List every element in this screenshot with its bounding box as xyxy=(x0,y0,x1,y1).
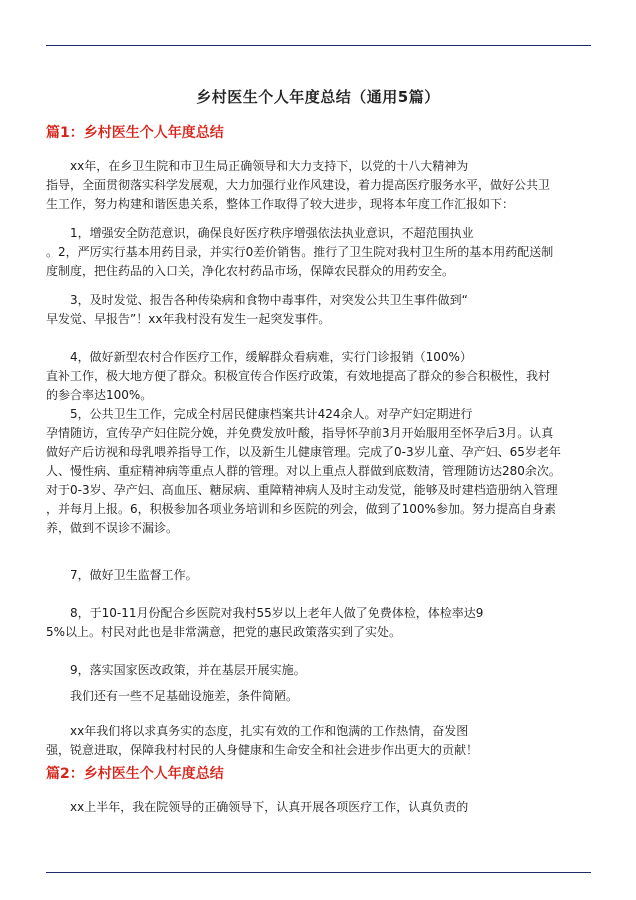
paragraph-line: 强，锐意进取，保障我村村民的人身健康和生命安全和社会进步作出更大的贡献！ xyxy=(46,743,479,757)
paragraph xyxy=(46,722,591,760)
section-heading: 篇2：乡村医生个人年度总结 xyxy=(46,766,224,782)
paragraph xyxy=(46,687,591,706)
paragraph-line: 对于0-3岁、孕产妇、高血压、糖尿病、重障精神病人及时主动发觉，能够及时建档造册纳入管理 xyxy=(46,483,558,497)
paragraph xyxy=(46,157,591,214)
paragraph-line: 孕情随访，宣传孕产妇住院分娩，并免费发放叶酸，指导怀孕前3月开始服用至怀孕后3月。认真 xyxy=(46,426,554,440)
paragraph-line: 4，做好新型农村合作医疗工作，缓解群众看病难，实行门诊报销（100%） xyxy=(70,350,472,364)
paragraph-line: 生工作，努力构建和谐医患关系，整体工作取得了较大进步，现将本年度工作汇报如下： xyxy=(46,197,515,211)
paragraph-line: xx年我们将以求真务实的态度，扎实有效的工作和饱满的工作热情，奋发图 xyxy=(70,724,469,738)
paragraph-line: 9，落实国家医改政策，并在基层开展实施。 xyxy=(70,663,306,677)
paragraph xyxy=(46,348,591,405)
paragraph-line: 。2，严厉实行基本用药目录，并实行0差价销售。推行了卫生院对我村卫生所的基本用药配送制 xyxy=(46,245,554,259)
paragraph-line: 7，做好卫生监督工作。 xyxy=(70,568,198,582)
header-rule xyxy=(46,45,591,46)
paragraph-line: 我们还有一些不足基础设施差，条件简陋。 xyxy=(70,689,299,703)
paragraph xyxy=(46,604,591,642)
page-title: 乡村医生个人年度总结（通用5篇） xyxy=(196,88,440,106)
paragraph-line: 5%以上。村民对此也是非常满意，把党的惠民政策落实到了实处。 xyxy=(46,625,402,639)
paragraph-line: 8，于10-11月份配合乡医院对我村55岁以上老年人做了免费体检，体检率达9 xyxy=(70,606,484,620)
paragraph xyxy=(46,566,591,585)
paragraph-line: 养，做到不误诊不漏诊。 xyxy=(46,521,179,535)
paragraph xyxy=(46,798,591,817)
paragraph-line: 度制度，把住药品的入口关，净化农村药品市场，保障农民群众的用药安全。 xyxy=(46,264,455,278)
paragraph xyxy=(46,224,591,281)
paragraph-line: 5，公共卫生工作，完成全村居民健康档案共计424余人。对孕产妇定期进行 xyxy=(70,407,473,421)
paragraph-line: xx年，在乡卫生院和市卫生局正确领导和大力支持下，以党的十八大精神为 xyxy=(70,159,469,173)
paragraph xyxy=(46,661,591,680)
paragraph-line: 指导，全面贯彻落实科学发展观，大力加强行业作风建设，着力提高医疗服务水平，做好公共卫 xyxy=(46,178,551,192)
footer-rule xyxy=(46,872,591,873)
paragraph xyxy=(46,291,591,329)
paragraph-line: 做好产后访视和母乳喂养指导工作，以及新生儿健康管理。完成了0-3岁儿童、孕产妇、65岁老年 xyxy=(46,445,561,459)
paragraph-line: 的参合率达100%。 xyxy=(46,388,153,402)
paragraph-line: xx上半年，我在院领导的正确领导下，认真开展各项医疗工作，认真负责的 xyxy=(70,800,469,814)
paragraph-line: 直补工作，极大地方便了群众。积极宣传合作医疗政策，有效地提高了群众的参合积极性，我村 xyxy=(46,369,551,383)
paragraph-line: 人、慢性病、重症精神病等重点人群的管理。对以上重点人群做到底数清，管理随访达280余次。 xyxy=(46,464,561,478)
paragraph-line: 早发觉、早报告”！xx年我村没有发生一起突发事件。 xyxy=(46,312,331,326)
paragraph xyxy=(46,405,591,538)
paragraph-line: 1，增强安全防范意识，确保良好医疗秩序增强依法执业意识，不超范围执业 xyxy=(70,226,474,240)
paragraph-line: 3，及时发觉、报告各种传染病和食物中毒事件，对突发公共卫生事件做到“ xyxy=(70,293,468,307)
paragraph-line: ，并每月上报。6，积极参加各项业务培训和乡医院的列会，做到了100%参加。努力提高自身素 xyxy=(46,502,556,516)
section-heading: 篇1：乡村医生个人年度总结 xyxy=(46,125,224,141)
